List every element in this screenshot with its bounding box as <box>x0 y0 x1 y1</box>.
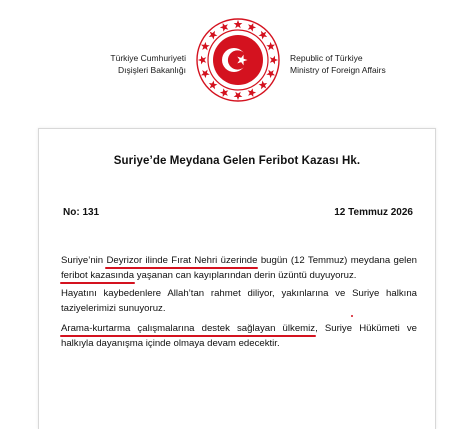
org-tr-line2: Dışişleri Bakanlığı <box>117 65 186 75</box>
letterhead <box>0 0 475 118</box>
ministry-name-english <box>290 52 440 76</box>
document-number: No: 131 <box>63 207 100 218</box>
p3-text: , Suriye Hükümeti ve halkıyla dayanışma içinde olmaya devam edecektir. <box>61 323 417 349</box>
paragraph-3 <box>61 321 417 351</box>
org-en-line1: Republic of Türkiye <box>290 53 363 63</box>
document-title: Suriye’de Meydana Gelen Feribot Kazası Hk. <box>113 155 361 167</box>
p1-highlight-accident: feribot kazasında <box>61 270 135 281</box>
p2-highlight-condolences: Suriye halkına taziyelerimizi sunuyoruz <box>61 288 417 314</box>
org-en-line2: Ministry of Foreign Affairs <box>290 65 386 75</box>
document-date: 12 Temmuz 2026 <box>334 207 413 218</box>
crescent-star-seal-icon <box>196 18 280 102</box>
paragraph-1 <box>61 253 417 283</box>
p1-text: Suriye’nin <box>61 255 107 266</box>
p3-highlight-support: Arama-kurtarma çalışmalarına destek sağlayan ülkemiz <box>61 323 316 334</box>
press-release-page <box>38 128 436 429</box>
p2-text: . <box>162 303 166 314</box>
org-tr-line1: Türkiye Cumhuriyeti <box>110 53 186 63</box>
p2-text: Hayatını kaybedenlere Allah’tan rahmet diliyor, yakınlarına ve <box>61 288 353 299</box>
p1-highlight-location: Deyrizor ilinde Fırat Nehri üzerinde <box>106 255 258 266</box>
paragraph-2 <box>61 286 417 316</box>
p1-text: yaşanan can kayıplarından derin üzüntü duyuyoruz. <box>134 270 357 281</box>
p1-text: bugün (12 Temmuz) meydana gelen <box>257 255 417 266</box>
ministry-name-turkish <box>100 52 186 76</box>
